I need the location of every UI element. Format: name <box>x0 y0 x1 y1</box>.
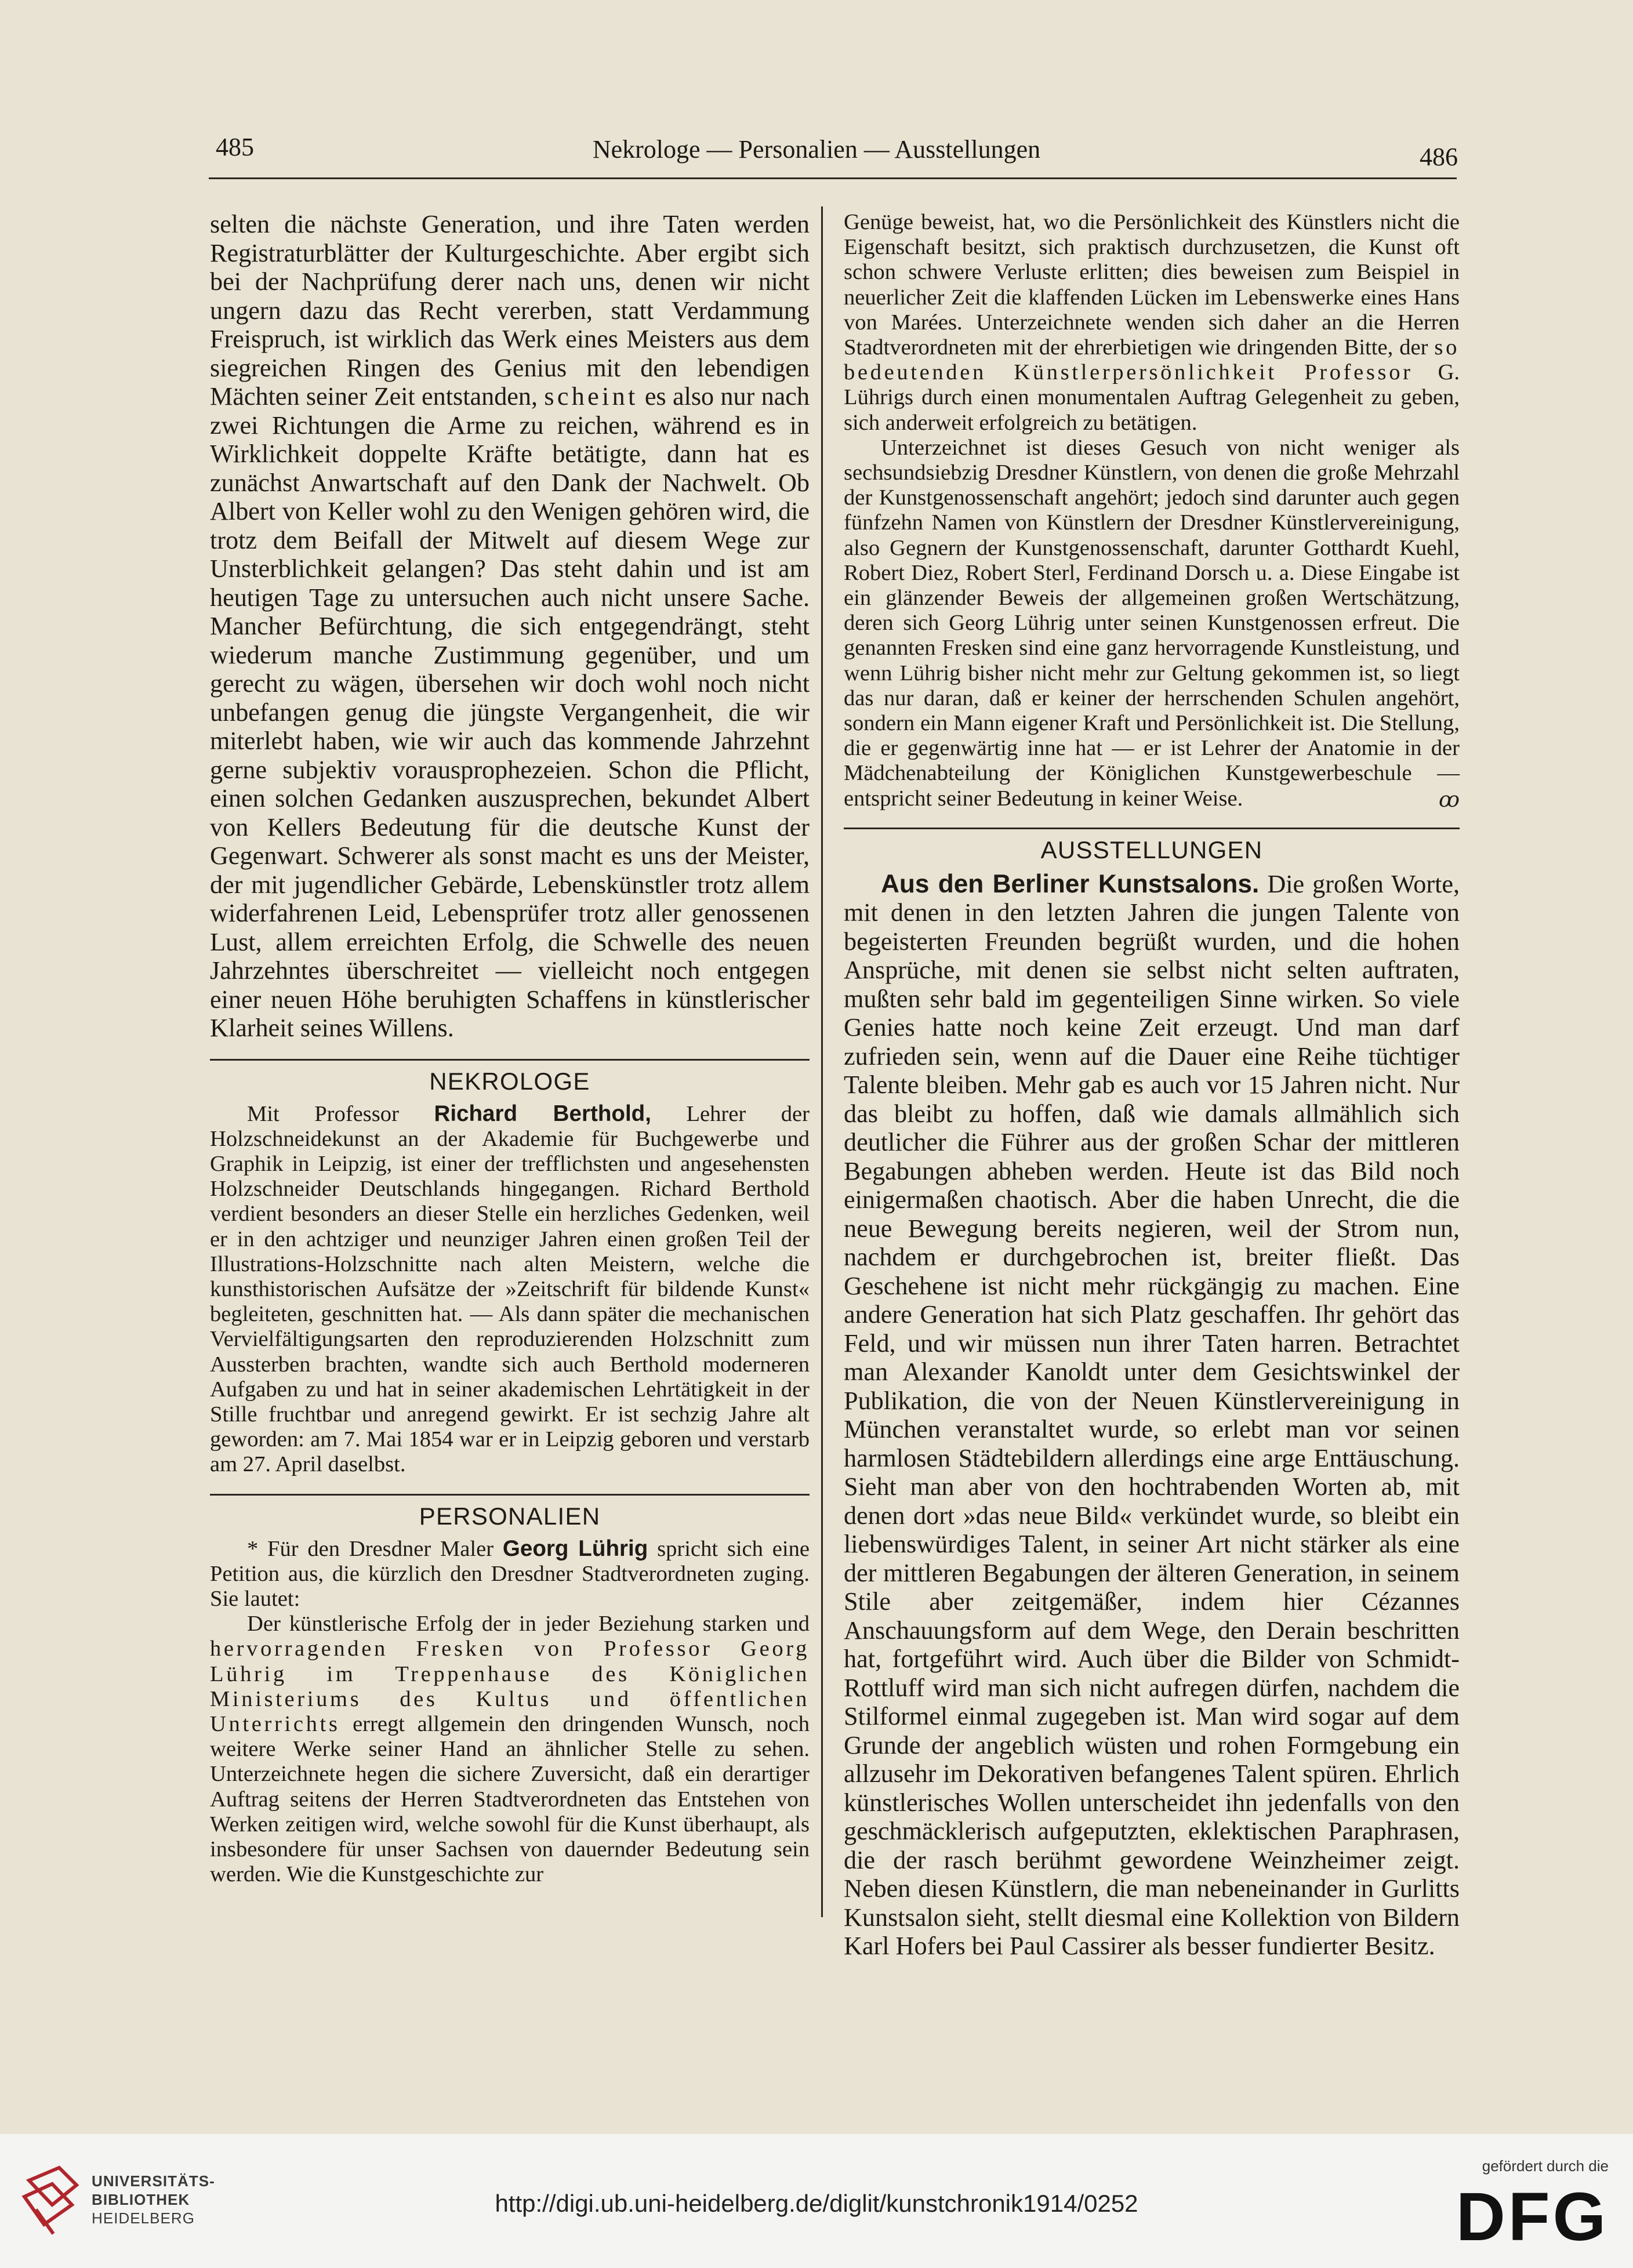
keller-text-a: selten die nächste Generation, und ihre Taten werden Registraturblätter der Kulturgeschichte. Aber ergibt sich bei der Nachprüfung derer nach uns, denen wir nicht ungern dazu das Recht vererben, statt Verdammung Freispruch, ist wirklich das Werk eines Meisters aus dem siegreichen Ringen des Genius mit den lebendigen Mächten seiner Zeit entstanden, <box>210 210 810 411</box>
petition-quote-a: Der künstlerische Erfolg der in jeder Beziehung starken und <box>247 1612 810 1636</box>
signers-text: Unterzeichnet ist dieses Gesuch von nicht weniger als sechsundsiebzig Dresdner Künstlern, von denen die große Mehrzahl der Kunstgenossenschaft angehört; jedoch sind darunter auch gegen fünfzehn Namen von Künstlern der Dresdner Künstlervereinigung, also Gegnern der Kunstgenossenschaft, darunter Gotthardt Kuehl, Robert Diez, Robert Sterl, Ferdinand Dorsch u. a. Diese Eingabe ist ein glänzender Beweis der allgemeinen großen Wertschätzung, deren sich Georg Lührig unter seinen Kunstgenossen erfreut. Die genannten Fresken sind eine ganz hervorragende Kunstleistung, und wenn Lührig bisher nicht mehr zur Geltung gekommen ist, so liegt das nur daran, daß er keiner der herrschenden Schulen angehört, sondern ein Mann eigener Kraft und Persönlichkeit ist. Die Stellung, die er gegenwärtig inne hat — er ist Lehrer der Anatomie in der Mädchenabteilung der Königlichen Kunstgewerbeschule — entspricht seiner Bedeutung in keiner Weise. <box>844 435 1460 811</box>
right-column <box>844 210 1460 1961</box>
nekrolog-lead: Mit Professor <box>247 1101 399 1126</box>
petition-quote <box>210 1612 810 1887</box>
digitization-footer <box>0 2134 1633 2268</box>
personalien-text: spricht sich eine Petition aus, die kürzlich den Dresdner Stadtverordneten zuging. Sie lautet: <box>210 1536 810 1611</box>
keller-text-spaced: scheint <box>544 382 638 411</box>
petition-cont-b: G. Lührigs durch einen monumentalen Auftrag Gelegenheit zu geben, sich anderweit erfolgreich zu betätigen. <box>844 360 1460 435</box>
dfg-logo[interactable]: DFG <box>1456 2179 1609 2255</box>
personalien-luehrig <box>210 1536 810 1612</box>
left-column <box>210 210 810 1887</box>
ausstellungen-berlin <box>844 870 1460 1961</box>
ausstellungen-lead: Aus den Berliner Kunstsalons. <box>881 869 1260 898</box>
ausstellungen-text: Die großen Worte, mit denen in den letzten Jahren die jungen Talente von begeisterten Freunden begrüßt wurden, und die hohen Ansprüche, mit denen sie selbst nicht selten auftraten, mußten sehr bald im gegenteiligen Sinne wirken. So viele Genies hatte noch keine Zeit erzeugt. Und man darf zufrieden sein, wenn auf die Dauer eine Reihe tüchtiger Talente bleiben. Mehr gab es auch vor 15 Jahren nicht. Nur das bleibt zu hoffen, daß wie damals allmählich sich deutlicher die Führer aus der großen Schar der mittleren Begabungen abheben werden. Heute ist das Bild noch einigermaßen chaotisch. Aber die haben Unrecht, die die neue Bewegung bereits negieren, weil der Strom nun, nachdem er durchgebrochen ist, breiter fließt. Das Geschehene ist nicht mehr rückgängig zu machen. Eine andere Generation hat sich Platz geschaffen. Ihr gehört das Feld, und wir müssen nun ihrer Taten harren. Betrachtet man Alexander Kanoldt unter dem Gesichtswinkel der Publikation, die von der Neuen Künstlervereinigung in München veranstaltet wurde, so erlebt man vor seinen harmlosen Städtebildern allerdings eine arge Enttäuschung. Sieht man aber von den hochtrabenden Worten ab, mit denen dort »das neue Bild« verkündet wurde, so bleibt ein liebenswürdiges Talent, in seiner Art nicht stärker als eine der mittleren Begabungen der älteren Generation, in seinem Stile aber zeitgemäßer, indem hier Cézannes Anschauungsform auf dem Wege, den Derain beschritten hat, fortgeführt wird. Auch über die Bilder von Schmidt-Rottluff wird man sich nicht aufregen dürfen, nachdem die Stilformel einmal zugegeben ist. Man wird sogar auf dem Grunde der angeblich wüsten und rohen Formgebung ein allzusehr im Dekorativen befangenes Talent spüren. Ehrlich künstlerisches Wollen unterscheidet ihn jedenfalls von den geschmäcklerisch aufgeputzten, eklektischen Paraphrasen, die der rasch berühmt gewordene Weinzheimer zeigt. Neben diesen Künstlern, die man nebeneinander in Gurlitts Kunstsalon sieht, stellt diesmal eine Kollektion von Bildern Karl Hofers bei Paul Cassirer als besser fundierter Besitz. <box>844 869 1460 1961</box>
heading-nekrologe: NEKROLOGE <box>429 1067 590 1095</box>
section-end-mark: ꝏ <box>1439 788 1460 811</box>
petition-signers <box>844 436 1460 811</box>
running-title: Nekrologe — Personalien — Ausstellungen <box>592 135 1041 164</box>
column-divider <box>821 206 823 1917</box>
header-rule <box>209 177 1457 179</box>
petition-quote-spaced: hervorragenden Fresken von Professor Georg Lührig im Treppenhause des Königlichen Ministeriums des Kultus und öffentlichen Unterrichts <box>210 1636 810 1736</box>
personalien-lead: * Für den Dresdner Maler <box>247 1536 494 1561</box>
funding-label: gefördert durch die <box>1482 2157 1609 2175</box>
section-rule <box>210 1494 810 1496</box>
keller-article-end <box>210 210 810 1043</box>
heading-personalien: PERSONALIEN <box>419 1502 601 1530</box>
page-number-left: 485 <box>216 133 254 161</box>
keller-text-b: es also nur nach zwei Richtungen die Arme zu reichen, während es in Wirklichkeit doppelte Kräfte betätigte, dann hat es zunächst Anwartschaft auf den Dank der Nachwelt. Ob Albert von Keller wohl zu den Wenigen gehören wird, die trotz dem Beifall der Mitwelt auf diesem Wege zur Unsterblichkeit gelangen? Das steht dahin und ist am heutigen Tage zu untersuchen auch nicht unsere Sache. Mancher Befürchtung, die sich entgegendrängt, steht wiederum manche Zustimmung gegenüber, und um gerecht zu wägen, übersehen wir doch wohl noch nicht unbefangen genug die jüngste Vergangenheit, die wir miterlebt haben, wie wir auch das kommende Jahrzehnt gerne subjektiv vorausprophezeien. Schon die Pflicht, einen solchen Gedanken auszusprechen, bekundet Albert von Kellers Bedeutung für die deutsche Kunst der Gegenwart. Schwerer als sonst macht es uns der Meister, der mit jugendlicher Gebärde, Lebenskünstler trotz allem widerfahrenen Leid, Lebensprüfer trotz aller genossenen Lust, allem erreichten Erfolg, die Schwelle des neuen Jahrzehntes überschreitet — vielleicht noch entgegen einer neuen Höhe beruhigten Schaffens in künstlerischer Klarheit seines Willens. <box>210 382 810 1042</box>
petition-cont-a: Genüge beweist, hat, wo die Persönlichkeit des Künstlers nicht die Eigenschaft besitzt, sich praktisch durchzusetzen, die Kunst oft schon schwere Verluste erlitten; dies beweisen zum Beispiel in neuerlicher Zeit die klaffenden Lücken im Lebenswerke eines Hans von Marées. Unterzeichnete wenden sich daher an die Herren Stadtverordneten mit der ehrerbietigen wie dringenden Bitte, der <box>844 210 1460 360</box>
personalien-name: Georg Lührig <box>502 1536 648 1561</box>
petition-continuation <box>844 210 1460 436</box>
library-name-line2: BIBLIOTHEK <box>92 2191 190 2208</box>
nekrolog-text: Lehrer der Holzschneidekunst an der Akademie für Buchgewerbe und Graphik in Leipzig, ist einer der trefflichsten und angesehensten Holzschneider Deutschlands hingegangen. Richard Berthold verdient besonders an dieser Stelle ein herzliches Gedenken, weil er in den achtziger und neunziger Jahren einen großen Teil der Illustrations-Holzschnitte nach alten Meistern, welche die kunsthistorischen Aufsätze der »Zeitschrift für bildende Kunst« begleiteten, geschnitten hat. — Als dann später die mechanischen Vervielfältigungsarten den reproduzierenden Holzschnitt zum Aussterben brachten, wandte sich auch Berthold moderneren Aufgaben zu und hat in seiner akademischen Lehrtätigkeit in der Stille fruchtbar und anregend gewirkt. Er ist sechzig Jahre alt geworden: am 7. Mai 1854 war er in Leipzig geboren und verstarb am 27. April daselbst. <box>210 1101 810 1477</box>
page-number-right: 486 <box>1420 143 1458 171</box>
library-name-line3: HEIDELBERG <box>92 2209 195 2227</box>
nekrolog-berthold <box>210 1101 810 1478</box>
section-rule <box>844 828 1460 829</box>
heading-ausstellungen: AUSSTELLUNGEN <box>1040 836 1263 863</box>
petition-quote-b: erregt allgemein den dringenden Wunsch, noch weitere Werke seiner Hand an ähnlicher Stelle zu sehen. Unterzeichnete hegen die sichere Zuversicht, daß ein derartiger Auftrag seitens der Herren Stadtverordneten das Entstehen von Werken zeitigen wird, welche sowohl für die Kunst überhaupt, als insbesondere für unser Sachsen von dauernder Bedeutung sein werden. Wie die Kunstgeschichte zur <box>210 1711 810 1887</box>
petition-cont-spaced: so bedeutenden Künstlerpersönlichkeit Professor <box>844 335 1460 385</box>
nekrolog-name: Richard Berthold, <box>434 1101 651 1126</box>
section-rule <box>210 1059 810 1061</box>
source-url-link[interactable]: http://digi.ub.uni-heidelberg.de/diglit/kunstchronik1914/0252 <box>495 2190 1138 2217</box>
library-name-line1: UNIVERSITÄTS- <box>92 2172 215 2190</box>
